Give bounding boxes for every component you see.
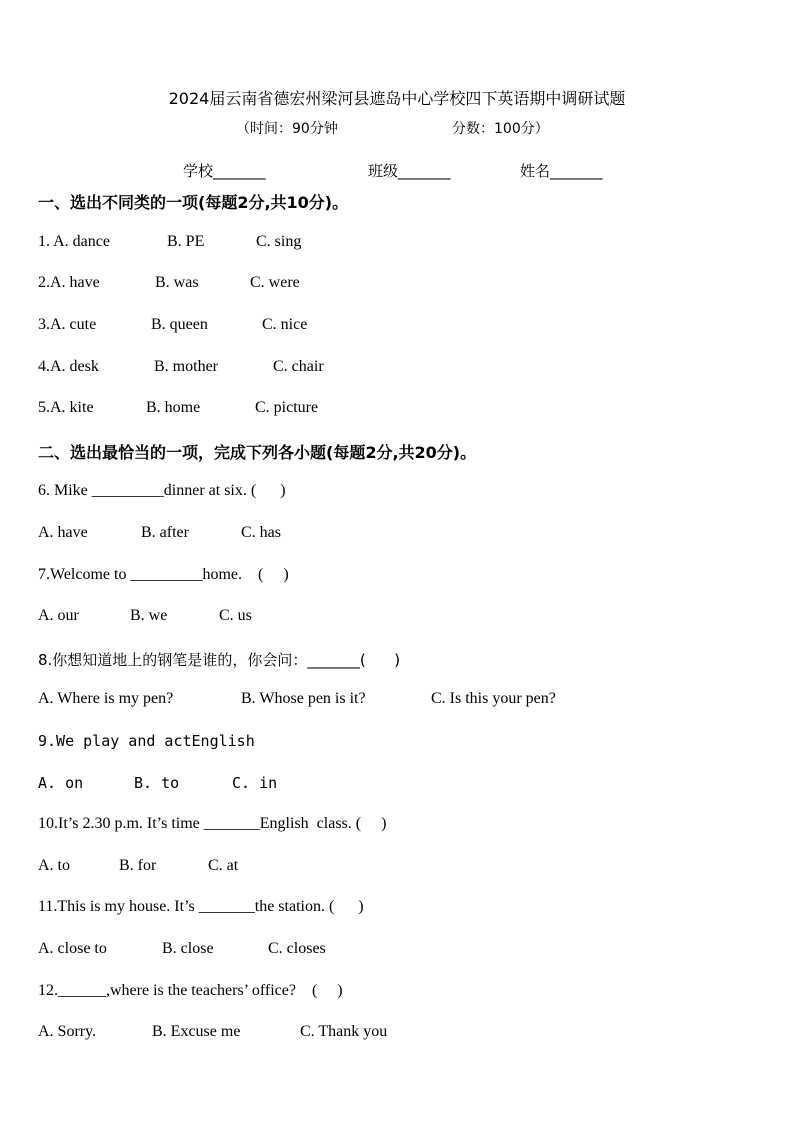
q12-option-c[interactable]: C. Thank you [300,1023,388,1040]
q10-option-a[interactable]: A. to [38,857,70,874]
q9-stem: 9.We play and actEnglish [38,732,255,750]
q3-option-a[interactable]: 3.A. cute [38,316,97,333]
q8-option-a[interactable]: A. Where is my pen? [38,690,174,707]
q11-option-c[interactable]: C. closes [268,940,326,957]
q9-option-c[interactable]: C. in [232,774,278,792]
q2-option-c[interactable]: C. were [250,274,300,291]
page-title: 2024届云南省德宏州梁河县遮岛中心学校四下英语期中调研试题 [168,89,626,108]
q10-option-c[interactable]: C. at [208,857,239,874]
q6-option-c[interactable]: C. has [241,524,281,541]
class-field[interactable]: 班级_______ [368,162,451,180]
q6-option-a[interactable]: A. have [38,524,88,541]
school-field[interactable]: 学校_______ [183,162,266,180]
q1-option-c[interactable]: C. sing [256,233,302,250]
q7-option-b[interactable]: B. we [130,607,168,624]
q10-option-b[interactable]: B. for [119,857,157,874]
q8-option-c[interactable]: C. Is this your pen? [431,690,556,707]
q9-option-b[interactable]: B. to [134,774,180,792]
q4-option-c[interactable]: C. chair [273,358,324,375]
q8-option-b[interactable]: B. Whose pen is it? [241,690,366,707]
q6-option-b[interactable]: B. after [141,524,189,541]
section-1-heading: 一、选出不同类的一项(每题2分,共10分)。 [38,193,349,212]
q11-option-a[interactable]: A. close to [38,940,107,957]
q7-stem: 7.Welcome to _________home. ( ) [38,566,289,583]
q6-stem: 6. Mike _________dinner at six. ( ) [38,482,286,499]
section-2-heading: 二、选出最恰当的一项，完成下列各小题(每题2分,共20分)。 [38,443,477,462]
q7-option-a[interactable]: A. our [38,607,79,624]
q7-option-c[interactable]: C. us [219,607,252,624]
exam-time: （时间：90分钟 [236,121,338,137]
q9-option-a[interactable]: A. on [38,774,84,792]
q12-stem: 12.______,where is the teachers’ office? ( ) [38,982,343,999]
q1-option-b[interactable]: B. PE [167,233,205,250]
exam-score: 分数：100分） [452,121,549,137]
q3-option-c[interactable]: C. nice [262,316,308,333]
name-field[interactable]: 姓名_______ [520,162,603,180]
q12-option-b[interactable]: B. Excuse me [152,1023,241,1040]
q5-option-b[interactable]: B. home [146,399,201,416]
q4-option-a[interactable]: 4.A. desk [38,358,99,375]
q2-option-a[interactable]: 2.A. have [38,274,100,291]
q4-option-b[interactable]: B. mother [154,358,218,375]
q10-stem: 10.It’s 2.30 p.m. It’s time _______English class. ( ) [38,815,387,832]
q5-option-a[interactable]: 5.A. kite [38,399,94,416]
q11-option-b[interactable]: B. close [162,940,214,957]
q1-option-a[interactable]: 1. A. dance [38,233,110,250]
q3-option-b[interactable]: B. queen [151,316,208,333]
q5-option-c[interactable]: C. picture [255,399,319,416]
q2-option-b[interactable]: B. was [155,274,199,291]
q11-stem: 11.This is my house. It’s _______the station. ( ) [38,898,364,915]
q12-option-a[interactable]: A. Sorry. [38,1023,97,1040]
q8-stem: 8.你想知道地上的钢笔是谁的，你会问：_______( ) [38,651,401,669]
